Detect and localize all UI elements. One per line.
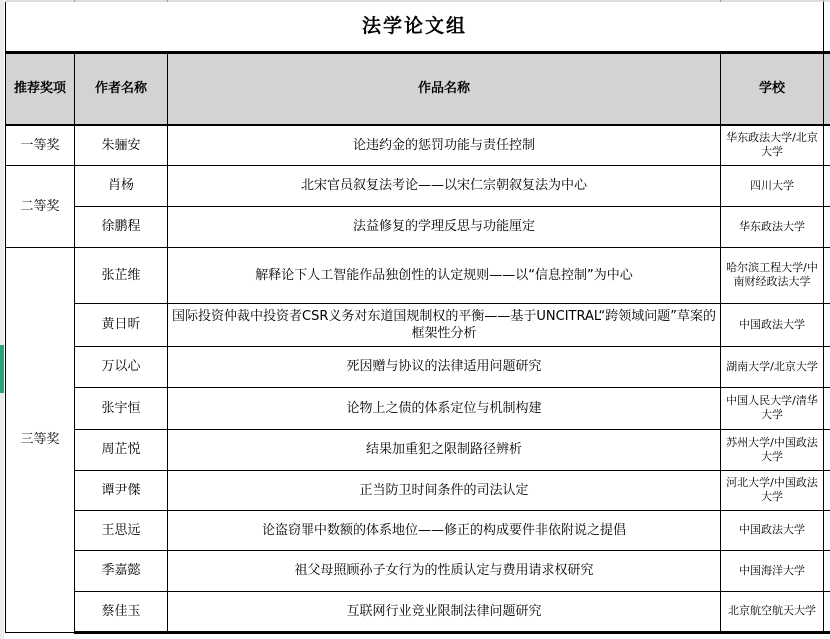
award-cell-first-prize: 一等奖 <box>6 125 75 165</box>
clipped-cell <box>824 247 830 303</box>
author-cell: 万以心 <box>75 346 168 387</box>
work-cell: 法益修复的学理反思与功能厘定 <box>168 206 721 247</box>
school-cell: 四川大学 <box>721 165 824 206</box>
award-cell-third-prize: 三等奖 <box>6 247 75 632</box>
author-cell: 黄日昕 <box>75 303 168 346</box>
work-cell: 结果加重犯之限制路径辨析 <box>168 429 721 470</box>
work-cell: 互联网行业竞业限制法律问题研究 <box>168 591 721 632</box>
table-row <box>6 591 830 632</box>
author-cell: 谭尹傑 <box>75 470 168 510</box>
school-cell: 苏州大学/中国政法大学 <box>721 429 824 470</box>
clipped-cell <box>824 429 830 470</box>
header-award: 推荐奖项 <box>6 52 75 125</box>
clipped-cell <box>824 206 830 247</box>
author-cell: 周芷悦 <box>75 429 168 470</box>
work-cell: 正当防卫时间条件的司法认定 <box>168 470 721 510</box>
clipped-cell <box>824 550 830 591</box>
school-cell: 中国政法大学 <box>721 510 824 550</box>
clipped-cell <box>824 303 830 346</box>
clipped-cell <box>824 125 830 165</box>
school-cell: 中国海洋大学 <box>721 550 824 591</box>
table-row <box>6 429 830 470</box>
clipped-cell <box>824 2 830 52</box>
table-row <box>6 470 830 510</box>
work-cell: 国际投资仲裁中投资者CSR义务对东道国规制权的平衡——基于UNCITRAL“跨领域问题”草案的框架性分析 <box>168 303 721 346</box>
school-cell: 哈尔滨工程大学/中南财经政法大学 <box>721 247 824 303</box>
clipped-cell <box>824 387 830 429</box>
school-cell: 北京航空航天大学 <box>721 591 824 632</box>
award-cell-second-prize: 二等奖 <box>6 165 75 247</box>
work-cell: 解释论下人工智能作品独创性的认定规则——以“信息控制”为中心 <box>168 247 721 303</box>
table-row <box>6 303 830 346</box>
work-cell: 论物上之债的体系定位与机制构建 <box>168 387 721 429</box>
school-cell: 中国政法大学 <box>721 303 824 346</box>
clipped-cell <box>824 591 830 632</box>
author-cell: 张宇恒 <box>75 387 168 429</box>
author-cell: 朱骊安 <box>75 125 168 165</box>
work-cell: 死因赠与协议的法律适用问题研究 <box>168 346 721 387</box>
author-cell: 徐鹏程 <box>75 206 168 247</box>
table-row <box>6 125 830 165</box>
table-header-row <box>6 52 830 125</box>
work-cell: 论盗窃罪中数额的体系地位——修正的构成要件非依附说之提倡 <box>168 510 721 550</box>
school-cell: 湖南大学/北京大学 <box>721 346 824 387</box>
author-cell: 季嘉懿 <box>75 550 168 591</box>
table-row <box>6 206 830 247</box>
table-row <box>6 387 830 429</box>
table-row <box>6 510 830 550</box>
awards-table <box>5 2 830 634</box>
work-cell: 祖父母照顾孙子女行为的性质认定与费用请求权研究 <box>168 550 721 591</box>
clipped-cell <box>824 470 830 510</box>
clipped-cell <box>824 52 830 125</box>
clipped-cell <box>824 165 830 206</box>
author-cell: 肖杨 <box>75 165 168 206</box>
page-title: 法学论文组 <box>6 2 824 52</box>
school-cell: 华东政法大学/北京大学 <box>721 125 824 165</box>
author-cell: 张芷维 <box>75 247 168 303</box>
school-cell: 华东政法大学 <box>721 206 824 247</box>
school-cell: 河北大学/中国政法大学 <box>721 470 824 510</box>
school-cell: 中国人民大学/清华大学 <box>721 387 824 429</box>
clipped-cell <box>824 346 830 387</box>
table-row <box>6 2 830 52</box>
clipped-cell <box>824 510 830 550</box>
table-row <box>6 247 830 303</box>
table-row <box>6 346 830 387</box>
table-row <box>6 165 830 206</box>
header-school: 学校 <box>721 52 824 125</box>
author-cell: 王思远 <box>75 510 168 550</box>
header-author: 作者名称 <box>75 52 168 125</box>
work-cell: 论违约金的惩罚功能与责任控制 <box>168 125 721 165</box>
author-cell: 蔡佳玉 <box>75 591 168 632</box>
left-scrollbar-track <box>0 0 4 639</box>
left-scrollbar-thumb[interactable] <box>0 345 4 393</box>
table-row <box>6 550 830 591</box>
work-cell: 北宋官员叙复法考论——以宋仁宗朝叙复法为中心 <box>168 165 721 206</box>
awards-table-container <box>5 2 830 639</box>
header-work: 作品名称 <box>168 52 721 125</box>
